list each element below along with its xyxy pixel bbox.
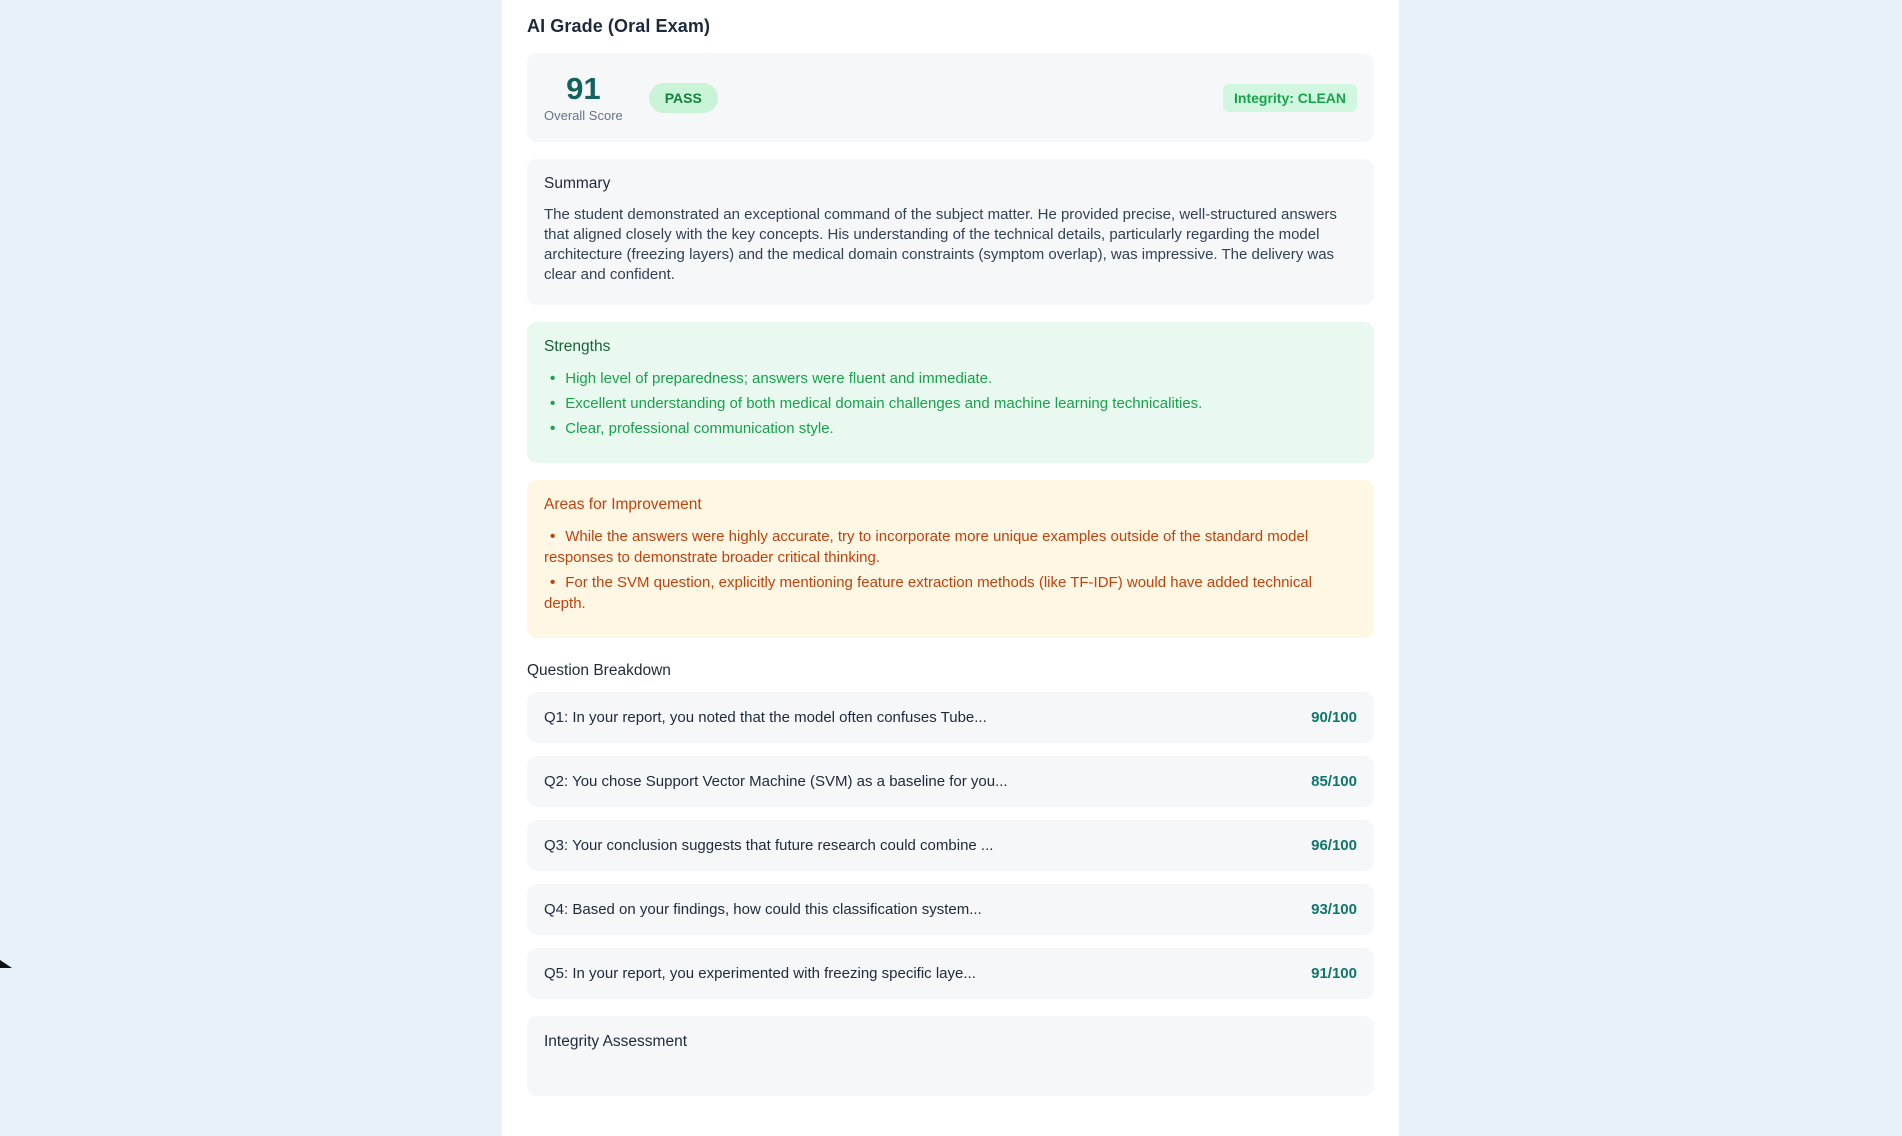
summary-text: The student demonstrated an exceptional command of the subject matter. He provided precise, well-structured answers that aligned closely with the key concepts. His understanding of the technical details, particularly regarding the model architecture (freezing layers) and the medical domain constraints (symptom overlap), was impressive. The delivery was clear and confident. xyxy=(544,205,1357,285)
question-label: Q4: Based on your findings, how could this classification system... xyxy=(544,901,982,918)
score-panel xyxy=(527,53,1374,142)
overall-score-label: Overall Score xyxy=(544,108,623,123)
question-label: Q2: You chose Support Vector Machine (SVM) as a baseline for you... xyxy=(544,773,1008,790)
improvements-panel xyxy=(527,480,1374,638)
summary-heading: Summary xyxy=(544,175,1357,193)
page-title: AI Grade (Oral Exam) xyxy=(527,16,1374,37)
question-score: 91/100 xyxy=(1311,965,1357,982)
question-row-q2[interactable] xyxy=(527,756,1374,807)
question-score: 96/100 xyxy=(1311,837,1357,854)
improvements-list xyxy=(544,526,1357,614)
question-row-q4[interactable] xyxy=(527,884,1374,935)
strengths-panel xyxy=(527,322,1374,463)
overall-score-value: 91 xyxy=(544,72,623,106)
integrity-assessment-panel xyxy=(527,1016,1374,1096)
integrity-assessment-heading: Integrity Assessment xyxy=(544,1033,1357,1051)
cursor-artifact xyxy=(0,960,12,968)
summary-panel xyxy=(527,159,1374,305)
strengths-heading: Strengths xyxy=(544,338,1357,356)
strength-item: • Excellent understanding of both medical domain challenges and machine learning technicalities. xyxy=(544,393,1357,414)
question-breakdown-heading: Question Breakdown xyxy=(527,662,1374,680)
strength-item: • Clear, professional communication style. xyxy=(544,418,1357,439)
question-row-q3[interactable] xyxy=(527,820,1374,871)
question-score: 85/100 xyxy=(1311,773,1357,790)
question-score: 90/100 xyxy=(1311,709,1357,726)
strengths-list xyxy=(544,368,1357,439)
improvement-item: • While the answers were highly accurate, try to incorporate more unique examples outside of the standard model responses to demonstrate broader critical thinking. xyxy=(544,526,1357,568)
question-row-q5[interactable] xyxy=(527,948,1374,999)
question-label: Q1: In your report, you noted that the model often confuses Tube... xyxy=(544,709,987,726)
question-label: Q5: In your report, you experimented with freezing specific laye... xyxy=(544,965,976,982)
question-score: 93/100 xyxy=(1311,901,1357,918)
question-label: Q3: Your conclusion suggests that future research could combine ... xyxy=(544,837,993,854)
integrity-badge: Integrity: CLEAN xyxy=(1223,84,1357,112)
question-row-q1[interactable] xyxy=(527,692,1374,743)
strength-item: • High level of preparedness; answers were fluent and immediate. xyxy=(544,368,1357,389)
pass-badge: PASS xyxy=(649,83,718,113)
improvement-item: • For the SVM question, explicitly mentioning feature extraction methods (like TF-IDF) would have added technical depth. xyxy=(544,572,1357,614)
grade-report-card xyxy=(502,0,1399,1136)
overall-score-block xyxy=(544,72,623,123)
improvements-heading: Areas for Improvement xyxy=(544,496,1357,514)
